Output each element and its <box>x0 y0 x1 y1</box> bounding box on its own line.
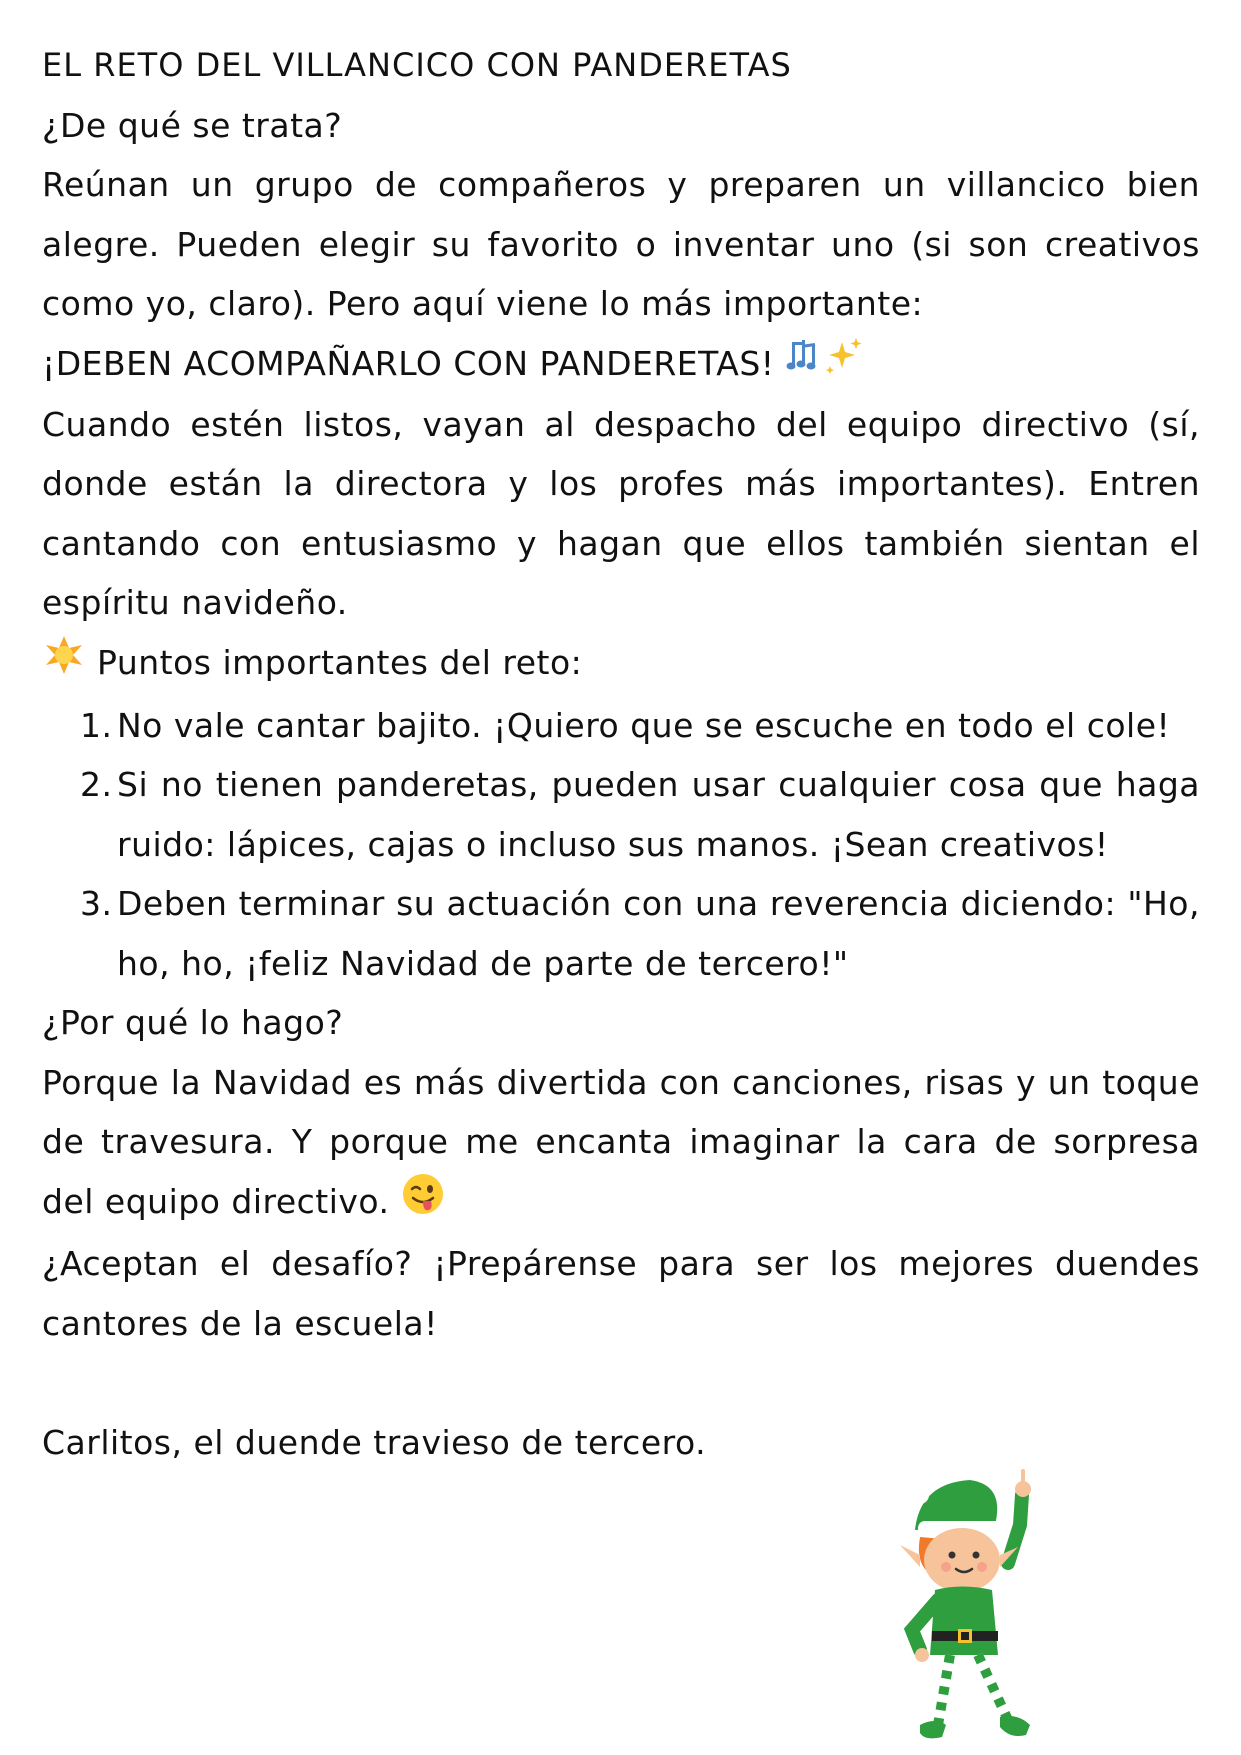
points-list <box>42 696 1200 994</box>
winking-tongue-face-icon <box>401 1172 445 1235</box>
spacer <box>42 1353 1200 1413</box>
intro-heading: ¿De qué se trata? <box>42 105 343 145</box>
challenge-text: ¿Aceptan el desafío? ¡Prepárense para ser los mejores duendes cantores de la escuela! <box>42 1244 1200 1343</box>
list-item-text: No vale cantar bajito. ¡Quiero que se escuche en todo el cole! <box>117 705 1171 745</box>
list-item <box>42 874 1200 993</box>
letter-page <box>42 36 1200 1472</box>
list-item-text: Si no tienen panderetas, pueden usar cualquier cosa que haga ruido: lápices, cajas o incluso sus manos. ¡Sean creativos! <box>117 765 1200 864</box>
intro-paragraph: Reúnan un grupo de compañeros y preparen un villancico bien alegre. Pueden elegir su favorito o inventar uno (si son creativos como yo, claro). Pero aquí viene lo más importante: <box>42 165 1200 323</box>
instructions-paragraph: Cuando estén listos, vayan al despacho del equipo directivo (sí, donde están la directora y los profes más importantes). Entren cantando con entusiasmo y hagan que ellos también sientan el espíritu navideño. <box>42 404 1200 623</box>
list-item <box>42 755 1200 874</box>
list-item-number: 3. <box>80 884 113 923</box>
list-item-number: 2. <box>80 765 113 804</box>
music-notes-and-sparkles-icon <box>786 335 864 395</box>
points-heading-line <box>42 633 1200 696</box>
star-icon <box>42 633 86 696</box>
signature: Carlitos, el duende travieso de tercero. <box>42 1422 707 1462</box>
intro-emphasis-line <box>42 334 1200 395</box>
list-item <box>42 696 1200 756</box>
intro-emphasis: ¡DEBEN ACOMPAÑARLO CON PANDERETAS! <box>42 343 775 383</box>
why-paragraph-line <box>42 1053 1200 1235</box>
why-heading: ¿Por qué lo hago? <box>42 1003 344 1042</box>
list-item-text: Deben terminar su actuación con una reverencia diciendo: "Ho, ho, ho, ¡feliz Navidad de parte de tercero!" <box>117 884 1200 983</box>
elf-illustration <box>880 1455 1080 1745</box>
points-heading: Puntos importantes del reto: <box>97 642 583 682</box>
page-title: EL RETO DEL VILLANCICO CON PANDERETAS <box>42 46 792 84</box>
why-paragraph: Porque la Navidad es más divertida con canciones, risas y un toque de travesura. Y porque me encanta imaginar la cara de sorpresa del equipo directivo. <box>42 1062 1200 1221</box>
list-item-number: 1. <box>80 705 113 745</box>
